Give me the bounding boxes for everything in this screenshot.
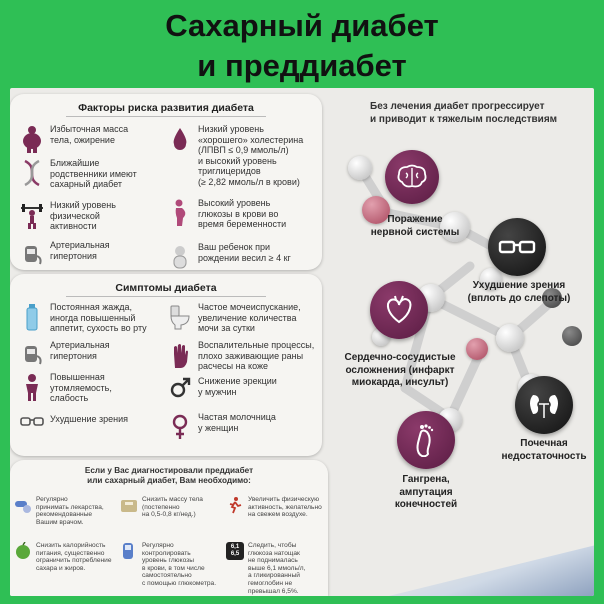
prediabetes-text: Следить, чтобы глюкоза натощак не поднималась выше 6,1 ммоль/л, а гликированный гемоглобин не превышал 6,5%.	[248, 542, 306, 595]
symptom-text: Артериальная гипертония	[50, 340, 110, 361]
complications-heading: Без лечения диабет прогрессирует и приводит к тяжелым последствиям	[370, 101, 558, 125]
heart-icon	[384, 295, 414, 325]
prediabetes-heading: Если у Вас диагностировали преддиабет или сахарный диабет, Вам необходимо:	[84, 466, 254, 485]
molecule-atom	[496, 324, 524, 352]
risk-factors-heading: Факторы риска развития диабета	[10, 102, 322, 117]
risk-factor-text: Высокий уровень глюкозы в крови во время беременности	[198, 198, 287, 229]
hba1c-icon: 6,1 6,5	[226, 542, 244, 560]
prediabetes-text: Снизить массу тела (постепенно на 0,5-0,8 кг/нед.)	[142, 496, 203, 519]
risk-factor-text: Низкий уровень физической активности	[50, 200, 116, 231]
complication-node-nervous	[385, 150, 439, 204]
molecule-atom	[348, 156, 372, 180]
molecule-atom	[466, 338, 488, 360]
risk-factor-text: Низкий уровень «хорошего» холестерина (ЛПВП ≤ 0,9 ммоль/л) и высокий уровень триглицеридов (≥ 2,82 ммоль/л в крови)	[198, 124, 304, 187]
complication-label: Почечная недостаточность	[501, 438, 587, 462]
complication-label: Ухудшение зрения (вплоть до слепоты)	[467, 280, 571, 304]
risk-factor-text: Ближайшие родственники имеют сахарный диабет	[50, 158, 137, 189]
complication-node-gangrene	[397, 411, 455, 469]
complication-label: Гангрена, ампутация конечностей	[394, 474, 458, 510]
brain-icon	[396, 164, 428, 190]
complication-node-vision	[488, 218, 546, 276]
symptom-text: Частая молочница у женщин	[198, 412, 276, 433]
symptom-text: Ухудшение зрения	[50, 414, 129, 424]
kidneys-icon	[527, 392, 561, 418]
risk-factor-text: Ваш ребенок при рождении весил ≥ 4 кг	[198, 242, 291, 263]
complication-label: Поражение нервной системы	[370, 214, 460, 238]
symptom-text: Повышенная утомляемость, слабость	[50, 372, 112, 403]
prediabetes-text: Регулярно контролировать уровень глюкозы в крови, в том числе самостоятельно с помощью глюкометра.	[142, 542, 217, 587]
symptom-text: Частое мочеиспускание, увеличение количества мочи за сутки	[198, 302, 301, 333]
complication-node-kidney	[515, 376, 573, 434]
complication-label: Сердечно-сосудистые осложнения (инфаркт миокарда, инсульт)	[344, 352, 456, 388]
title-line-2: и преддиабет	[197, 48, 407, 83]
symptom-text: Снижение эрекции у мужчин	[198, 376, 277, 397]
symptom-text: Воспалительные процессы, плохо заживающие раны расчесы на коже	[198, 340, 315, 371]
symptoms-heading: Симптомы диабета	[10, 282, 322, 297]
prediabetes-text: Увеличить физическую активность, желательно на свежем воздухе.	[248, 496, 322, 519]
infographic-card	[10, 88, 594, 596]
foot-icon	[413, 423, 439, 457]
page-title	[0, 6, 604, 86]
risk-factor-text: Избыточная масса тела, ожирение	[50, 124, 129, 145]
prediabetes-text: Регулярно принимать лекарства, рекомендованные Вашим врачом.	[36, 496, 104, 526]
prediabetes-text: Снизить калорийность питания, существенно ограничить потребление сахара и жиров.	[36, 542, 112, 572]
glasses-icon	[498, 239, 536, 255]
molecule-atom	[562, 326, 582, 346]
title-line-1: Сахарный диабет	[165, 8, 439, 43]
complication-node-cardio	[370, 281, 428, 339]
symptom-text: Постоянная жажда, иногда повышенный аппетит, сухость во рту	[50, 302, 147, 333]
risk-factor-text: Артериальная гипертония	[50, 240, 110, 261]
